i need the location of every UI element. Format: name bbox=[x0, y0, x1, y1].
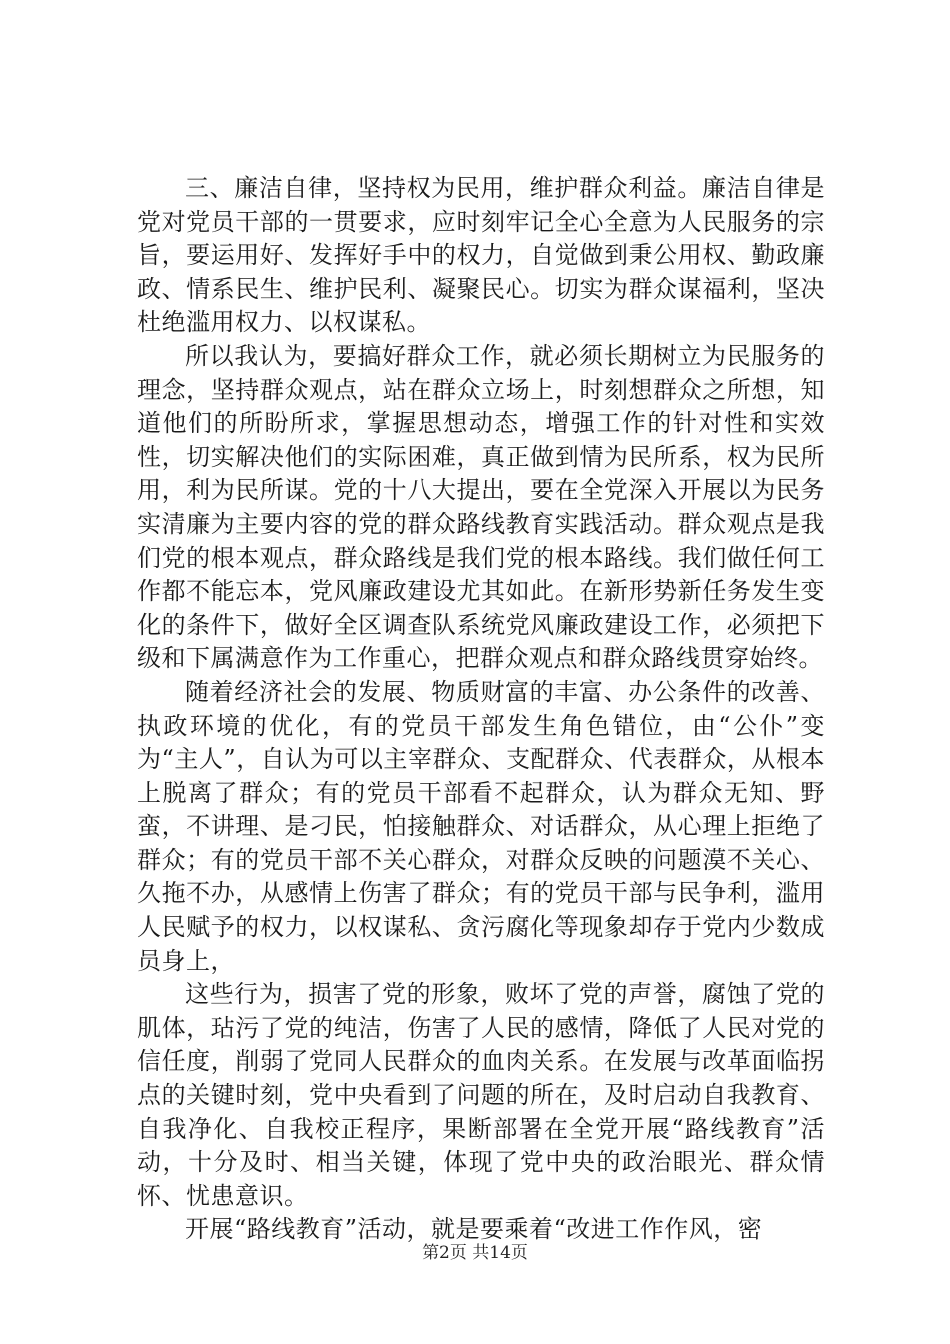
paragraph-2: 所以我认为，要搞好群众工作，就必须长期树立为民服务的理念，坚持群众观点，站在群众立场上，时刻想群众之所想，知道他们的所盼所求，掌握思想动态，增强工作的针对性和实效性，切实解决他们的实际困难，真正做到情为民所系，权为民所用，利为民所谋。党的十八大提出，要在全党深入开展以为民务实清廉为主要内容的党的群众路线教育实践活动。群众观点是我们党的根本观点，群众路线是我们党的根本路线。我们做任何工作都不能忘本，党风廉政建设尤其如此。在新形势新任务发生变化的条件下，做好全区调查队系统党风廉政建设工作，必须把下级和下属满意作为工作重心，把群众观点和群众路线贯穿始终。 bbox=[137, 341, 825, 673]
page-footer bbox=[0, 1241, 950, 1265]
document-body bbox=[137, 172, 825, 1247]
page-number-label: 第2页 共14页 bbox=[422, 1243, 528, 1263]
paragraph-1: 三、廉洁自律，坚持权为民用，维护群众利益。廉洁自律是党对党员干部的一贯要求，应时刻牢记全心全意为人民服务的宗旨，要运用好、发挥好手中的权力，自觉做到秉公用权、勤政廉政、情系民生、维护民利、凝聚民心。切实为群众谋福利，坚决杜绝滥用权力、以权谋私。 bbox=[137, 174, 825, 337]
paragraph-3: 随着经济社会的发展、物质财富的丰富、办公条件的改善、执政环境的优化，有的党员干部发生角色错位，由“公仆”变为“主人”，自认为可以主宰群众、支配群众、代表群众，从根本上脱离了群众；有的党员干部看不起群众，认为群众无知、野蛮，不讲理、是刁民，怕接触群众、对话群众，从心理上拒绝了群众；有的党员干部不关心群众，对群众反映的问题漠不关心、久拖不办，从感情上伤害了群众；有的党员干部与民争利，滥用人民赋予的权力，以权谋私、贪污腐化等现象却存于党内少数成员身上， bbox=[137, 677, 825, 975]
paragraph-4: 这些行为，损害了党的形象，败坏了党的声誉，腐蚀了党的肌体，玷污了党的纯洁，伤害了人民的感情，降低了人民对党的信任度，削弱了党同人民群众的血肉关系。在发展与改革面临拐点的关键时刻，党中央看到了问题的所在，及时启动自我教育、自我净化、自我校正程序，果断部署在全党开展“路线教育”活动，十分及时、相当关键，体现了党中央的政治眼光、群众情怀、忧患意识。 bbox=[137, 980, 825, 1210]
paragraph-5: 开展“路线教育”活动，就是要乘着“改进工作作风，密 bbox=[185, 1215, 763, 1244]
